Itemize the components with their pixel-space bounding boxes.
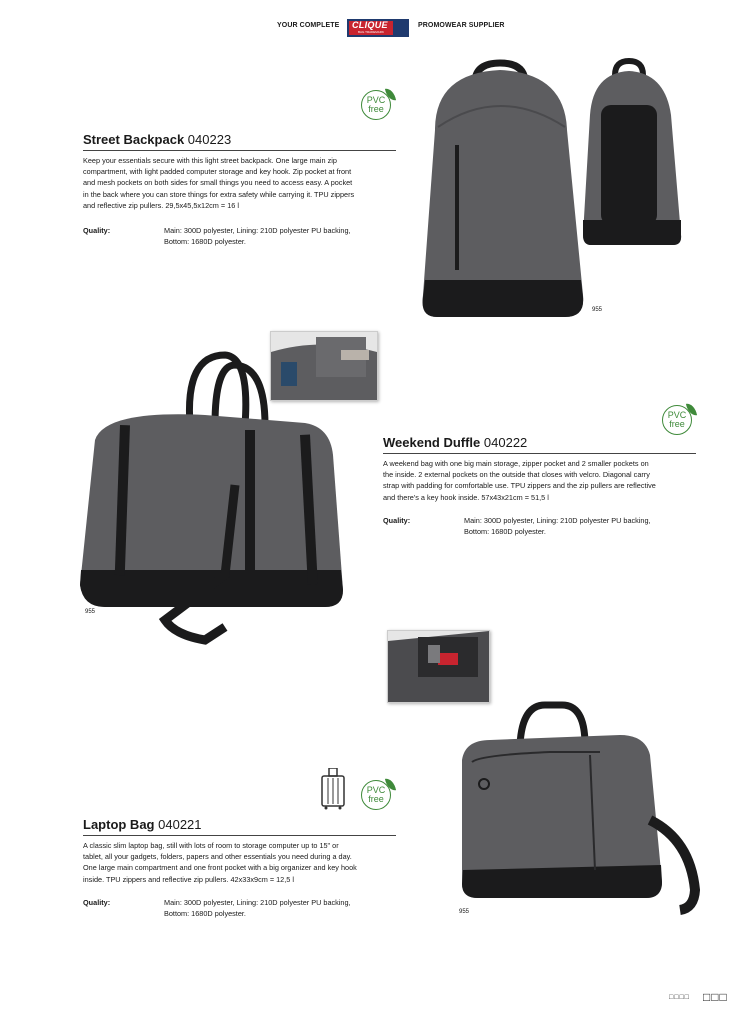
laptop-bag-detail-image [387,630,490,703]
laptop-bag-image [450,700,702,915]
quality-value: Main: 300D polyester, Lining: 210D polyester PU backing, Bottom: 1680D polyester. [464,516,651,537]
quality-label: Quality: [83,898,111,907]
title-rule [83,150,396,151]
trolley-sleeve-icon [321,768,345,810]
pvc-free-badge-icon [361,90,391,120]
product-title-weekend-duffle [383,435,527,450]
product-description: Keep your essentials secure with this light street backpack. One large main zip compartment, with light padded computer storage and key hook. Zip pocket at front and mesh pockets on both sides for small things you need to access easy. A pocket in the back where you can store things for extra safety while carrying it. TPU zippers and reflective zip pullers. 29,5x45,5x12cm = 16 l [83,156,355,210]
logo-subtext: BAG TRADEMARK [358,30,384,34]
quality-label: Quality: [383,516,411,525]
pvc-free-badge-icon [361,780,391,810]
header-left-text: YOUR COMPLETE [277,22,340,29]
product-code: 040221 [158,817,202,832]
quality-label: Quality: [83,226,111,235]
footer-dots: □□□□ [669,994,690,1001]
badge-text-pvc: PVC [667,410,687,420]
header-right-text: PROMOWEAR SUPPLIER [418,22,505,29]
weekend-duffle-image [75,345,350,645]
product-title-street-backpack [83,132,231,147]
product-code: 040223 [187,132,232,147]
product-code: 040222 [483,435,528,450]
color-code: 955 [85,609,96,615]
badge-text-pvc: PVC [366,95,386,105]
street-backpack-image [415,55,695,325]
color-code: 955 [592,307,603,313]
title-rule [83,835,396,836]
page-number: □□□ [703,990,728,1004]
badge-text-free: free [669,419,685,429]
badge-text-pvc: PVC [366,785,386,795]
title-rule [383,453,696,454]
product-name: Laptop Bag [83,817,155,832]
product-description: A classic slim laptop bag, still with lots of room to storage computer up to 15" or tablet, all your gadgets, folders, papers and other essentials you need during a day. One large main compartment and one front pocket with a big organizer and key hook inside. TPU zippers and reflective zip pullers. 42x33x9cm = 12,5 l [83,841,357,884]
logo-text: CLIQUE [352,20,388,30]
product-name: Street Backpack [83,132,185,147]
badge-text-free: free [368,794,384,804]
clique-logo [347,19,409,37]
pvc-free-badge-icon [662,405,692,435]
quality-value: Main: 300D polyester, Lining: 210D polyester PU backing, Bottom: 1680D polyester. [164,226,351,247]
color-code: 955 [459,909,470,915]
product-title-laptop-bag [83,817,202,832]
product-description: A weekend bag with one big main storage, zipper pocket and 2 smaller pockets on the inside. 2 external pockets on the outside that closes with velcro. Diagonal carry strap with padding for comfortable use. TPU zippers and the zip pullers are reflective and there's a key hook inside. 57x43x21cm = 51,5 l [383,459,656,502]
quality-value: Main: 300D polyester, Lining: 210D polyester PU backing, Bottom: 1680D polyester. [164,898,351,919]
badge-text-free: free [368,104,384,114]
product-name: Weekend Duffle [383,435,481,450]
